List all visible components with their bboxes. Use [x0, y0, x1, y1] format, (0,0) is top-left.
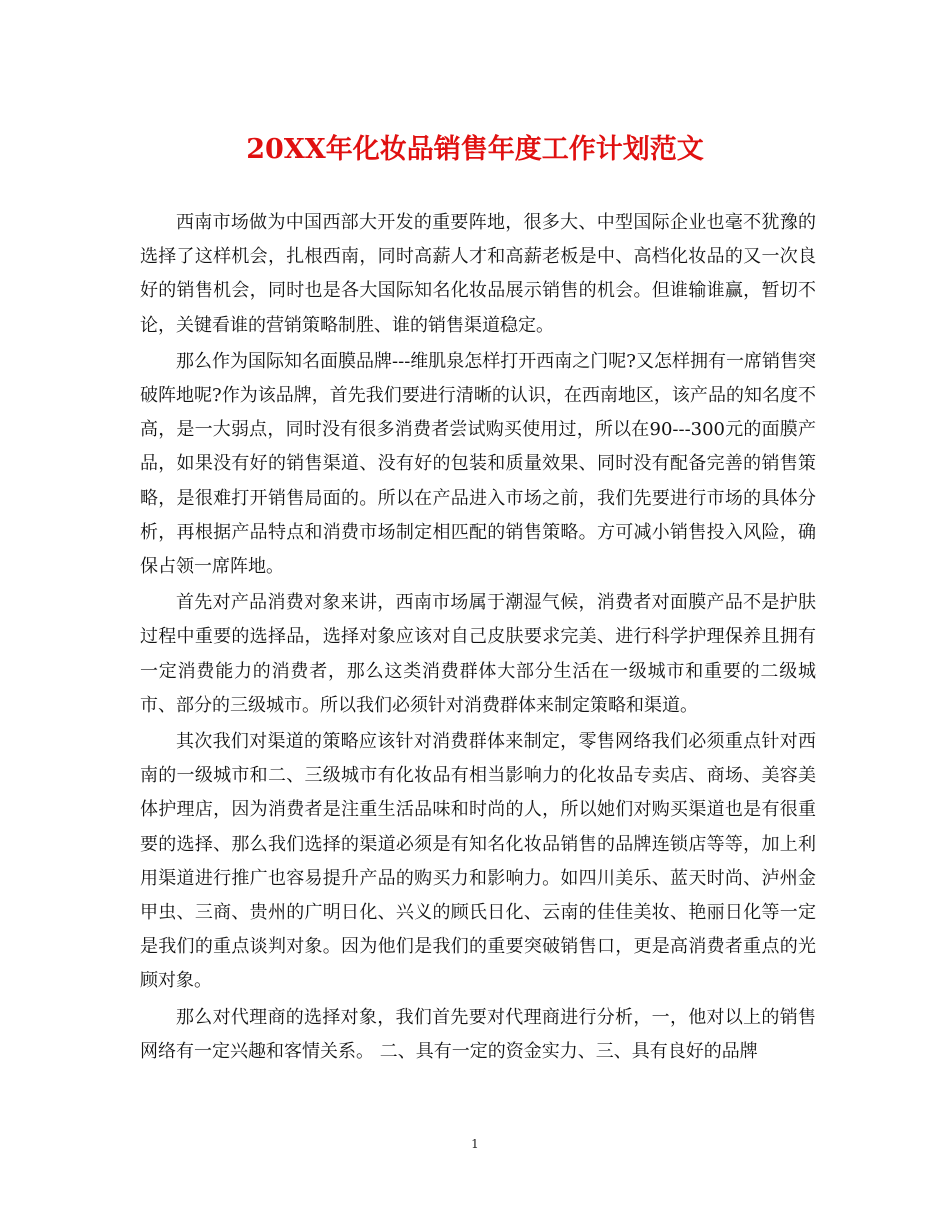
paragraph: 其次我们对渠道的策略应该针对消费群体来制定，零售网络我们必须重点针对西南的一级城市和二、三级城市有化妆品有相当影响力的化妆品专卖店、商场、美容美体护理店，因为消费者是注重生活品味和时尚的人，所以她们对购买渠道也是有很重要的选择、那么我们选择的渠道必须是有知名化妆品销售的品牌连锁店等等，加上利用渠道进行推广也容易提升产品的购买力和影响力。如四川美乐、蓝天时尚、泸州金甲虫、三商、贵州的广明日化、兴义的顾氏日化、云南的佳佳美妆、艳丽日化等一定是我们的重点谈判对象。因为他们是我们的重要突破销售口，更是高消费者重点的光顾对象。	[140, 731, 816, 992]
document-title: 20XX年化妆品销售年度工作计划范文	[246, 134, 704, 165]
document-body	[140, 206, 816, 1071]
paragraph: 西南市场做为中国西部大开发的重要阵地，很多大、中型国际企业也毫不犹豫的选择了这样机会，扎根西南，同时高薪人才和高薪老板是中、高档化妆品的又一次良好的销售机会，同时也是各大国际知名化妆品展示销售的机会。但谁输谁赢，暂切不论，关键看谁的营销策略制胜、谁的销售渠道稳定。	[140, 212, 816, 336]
paragraph: 那么作为国际知名面膜品牌---维肌泉怎样打开西南之门呢?又怎样拥有一席销售突破阵地呢?作为该品牌，首先我们要进行清晰的认识，在西南地区，该产品的知名度不高，是一大弱点，同时没有很多消费者尝试购买使用过，所以在90---300元的面膜产品，如果没有好的销售渠道、没有好的包装和质量效果、同时没有配备完善的销售策略，是很难打开销售局面的。所以在产品进入市场之前，我们先要进行市场的具体分析，再根据产品特点和消费市场制定相匹配的销售策略。方可减小销售投入风险，确保占领一席阵地。	[140, 350, 816, 578]
paragraph: 那么对代理商的选择对象，我们首先要对代理商进行分析，一，他对以上的销售网络有一定兴趣和客情关系。 二、具有一定的资金实力、三、具有良好的品牌	[140, 1006, 816, 1062]
page-number: 1	[471, 1137, 479, 1151]
paragraph: 首先对产品消费对象来讲，西南市场属于潮湿气候，消费者对面膜产品不是护肤过程中重要的选择品，选择对象应该对自己皮肤要求完美、进行科学护理保养且拥有一定消费能力的消费者，那么这类消费群体大部分生活在一级城市和重要的二级城市、部分的三级城市。所以我们必须针对消费群体来制定策略和渠道。	[140, 592, 816, 716]
